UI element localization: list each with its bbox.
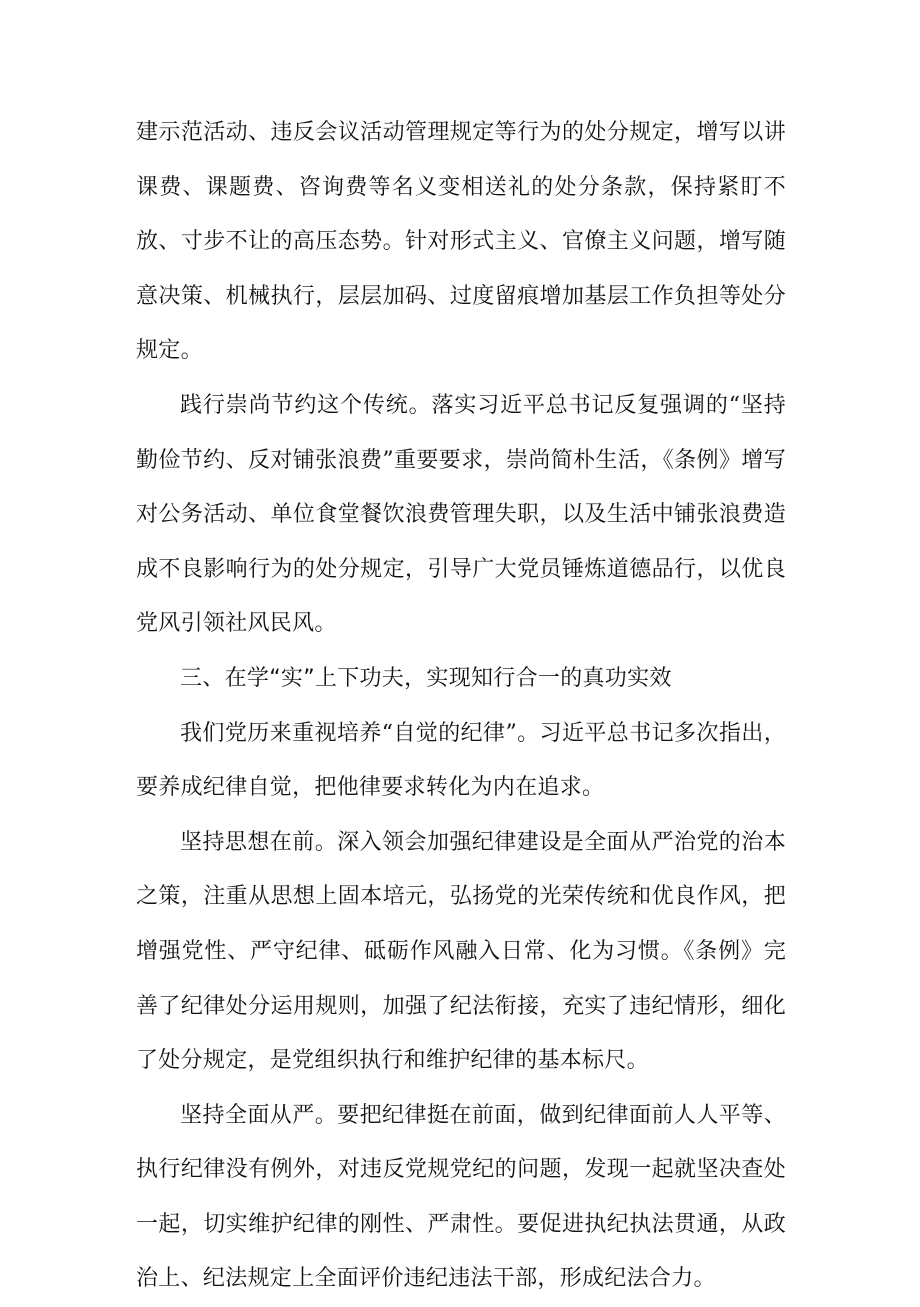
document-body bbox=[136, 106, 786, 1307]
paragraph-thought-first: 坚持思想在前。深入领会加强纪律建设是全面从严治党的治本之策，注重从思想上固本培元，弘扬党的光荣传统和优良作风，把增强党性、严守纪律、砥砺作风融入日常、化为习惯。《条例》完善了纪律处分运用规则，加强了纪法衔接，充实了违纪情形，细化了处分规定，是党组织执行和维护纪律的基本标尺。 bbox=[136, 829, 786, 1074]
paragraph-continuation: 建示范活动、违反会议活动管理规定等行为的处分规定，增写以讲课费、课题费、咨询费等名义变相送礼的处分条款，保持紧盯不放、寸步不让的高压态势。针对形式主义、官僚主义问题，增写随意决策、机械执行，层层加码、过度留痕增加基层工作负担等处分规定。 bbox=[136, 120, 786, 364]
paragraph-frugality: 践行崇尚节约这个传统。落实习近平总书记反复强调的“坚持勤俭节约、反对铺张浪费”重要要求，崇尚简朴生活，《条例》增写对公务活动、单位食堂餐饮浪费管理失职，以及生活中铺张浪费造成不良影响行为的处分规定，引导广大党员锤炼道德品行，以优良党风引领社风民风。 bbox=[136, 392, 786, 637]
section-heading: 三、在学“实”上下功夫，实现知行合一的真功实效 bbox=[180, 665, 672, 691]
paragraph-comprehensive-strictness: 坚持全面从严。要把纪律挺在前面，做到纪律面前人人平等、执行纪律没有例外，对违反党规党纪的问题，发现一起就坚决查处一起，切实维护纪律的刚性、严肃性。要促进执纪执法贯通，从政治上、纪法规定上全面评价违纪违法干部，形成纪法合力。 bbox=[136, 1102, 786, 1292]
paragraph-self-discipline: 我们党历来重视培养“自觉的纪律”。习近平总书记多次指出，要养成纪律自觉，把他律要求转化为内在追求。 bbox=[136, 720, 786, 801]
